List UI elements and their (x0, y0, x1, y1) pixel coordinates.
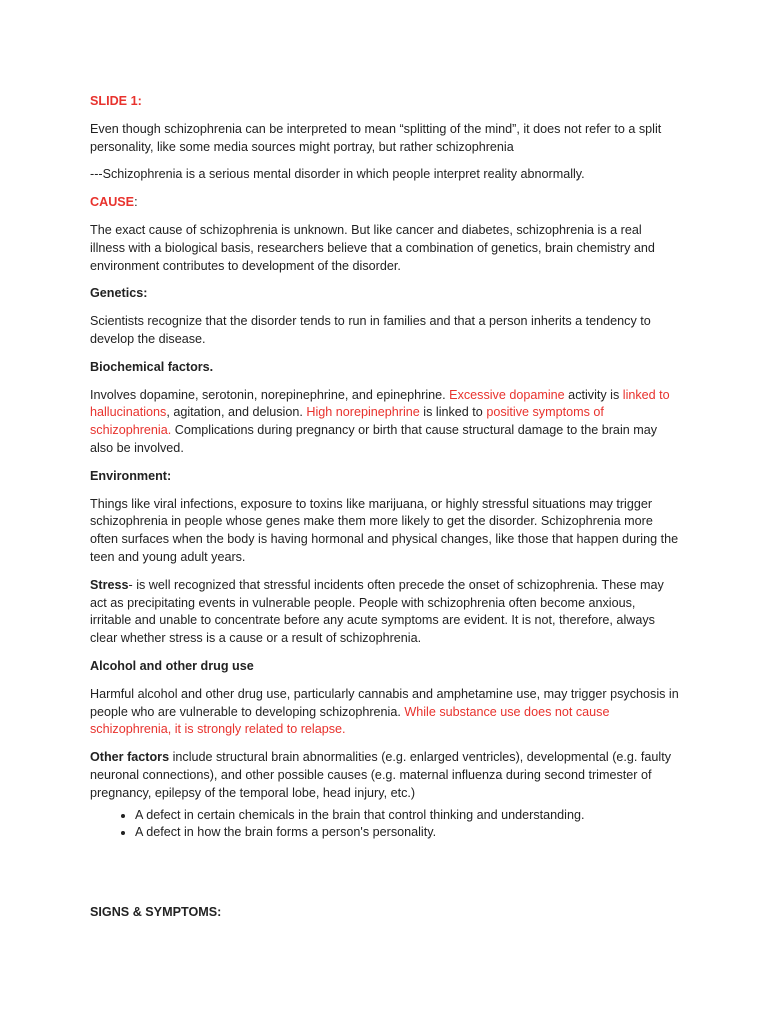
document-page (90, 93, 680, 932)
other-factors-text: include structural brain abnormalities (e.g. enlarged ventricles), developmental (e.g. faulty neuronal connections), and other possible causes (e.g. maternal influenza during second trimester of pregnancy, epilepsy of the temporal lobe, head injury, etc.) (90, 750, 671, 800)
biochemical-text-4: is linked to (419, 405, 487, 420)
other-factors-paragraph (90, 749, 680, 802)
biochemical-heading: Biochemical factors. (90, 359, 214, 374)
genetics-heading: Genetics: (90, 286, 148, 301)
stress-text: - is well recognized that stressful incidents often precede the onset of schizophrenia. These may act as precipitating events in vulnerable people. People with schizophrenia often become anxious, irritable and unable to concentrate before any acute symptoms are evident. It is not, therefore, always clear whether stress is a cause or a result of schizophrenia. (90, 577, 664, 646)
biochemical-text-2: activity is (564, 387, 623, 402)
biochemical-text-5: Complications during pregnancy or birth that cause structural damage to the brain may also be involved. (90, 423, 658, 455)
environment-paragraph: Things like viral infections, exposure to toxins like marijuana, or highly stressful situations may trigger schizophrenia in people whose genes make them more likely to get the disorder. Schizophrenia more often surfaces when the body is having hormonal and physical changes, like those that happen during the teen and young adult years. (90, 496, 679, 564)
biochemical-highlight-dopamine: Excessive dopamine (449, 387, 565, 402)
stress-label: Stress (90, 577, 129, 592)
biochemical-text-3: , agitation, and delusion. (166, 405, 307, 420)
alcohol-highlight-relapse: While substance use does not cause schizophrenia, it is strongly related to relapse. (90, 704, 610, 737)
biochemical-highlight-norepinephrine: High norepinephrine (306, 405, 420, 420)
slide1-paragraph-1: Even though schizophrenia can be interpreted to mean “splitting of the mind”, it does not refer to a split personality, like some media sources might portray, but rather schizophrenia (90, 121, 662, 154)
cause-heading-label: CAUSE (90, 195, 135, 210)
spacer (90, 842, 680, 904)
alcohol-text: Harmful alcohol and other drug use, particularly cannabis and amphetamine use, may trigger psychosis in people who are vulnerable to developing schizophrenia. (90, 686, 679, 719)
biochemical-text-1: Involves dopamine, serotonin, norepinephrine, and epinephrine. (90, 387, 450, 402)
alcohol-paragraph (90, 686, 680, 739)
genetics-paragraph: Scientists recognize that the disorder tends to run in families and that a person inherits a tendency to develop the disease. (90, 314, 651, 346)
biochemical-highlight-hallucinations: linked to hallucinations (90, 387, 670, 420)
list-item: • A defect in how the brain forms a person's personality. (135, 824, 680, 842)
cause-paragraph: The exact cause of schizophrenia is unknown. But like cancer and diabetes, schizophrenia is a real illness with a biological basis, researchers believe that a combination of genetics, brain chemistry and environment contributes to development of the disorder. (90, 222, 655, 273)
biochemical-highlight-positive-symptoms: positive symptoms of schizophrenia. (90, 405, 604, 438)
alcohol-heading: Alcohol and other drug use (90, 658, 254, 673)
list-item: • A defect in certain chemicals in the brain that control thinking and understanding. (135, 807, 680, 825)
other-factors-label: Other factors (90, 750, 170, 765)
stress-paragraph (90, 577, 680, 648)
environment-heading: Environment: (90, 468, 172, 483)
cause-heading-colon: : (134, 195, 138, 210)
cause-heading (90, 194, 680, 212)
slide1-heading: SLIDE 1: (90, 94, 142, 108)
other-factors-bullet-list (90, 807, 680, 843)
signs-symptoms-heading: SIGNS & SYMPTOMS: (90, 905, 222, 920)
slide1-paragraph-2: ---Schizophrenia is a serious mental disorder in which people interpret reality abnormally. (90, 167, 585, 182)
biochemical-paragraph (90, 387, 680, 458)
